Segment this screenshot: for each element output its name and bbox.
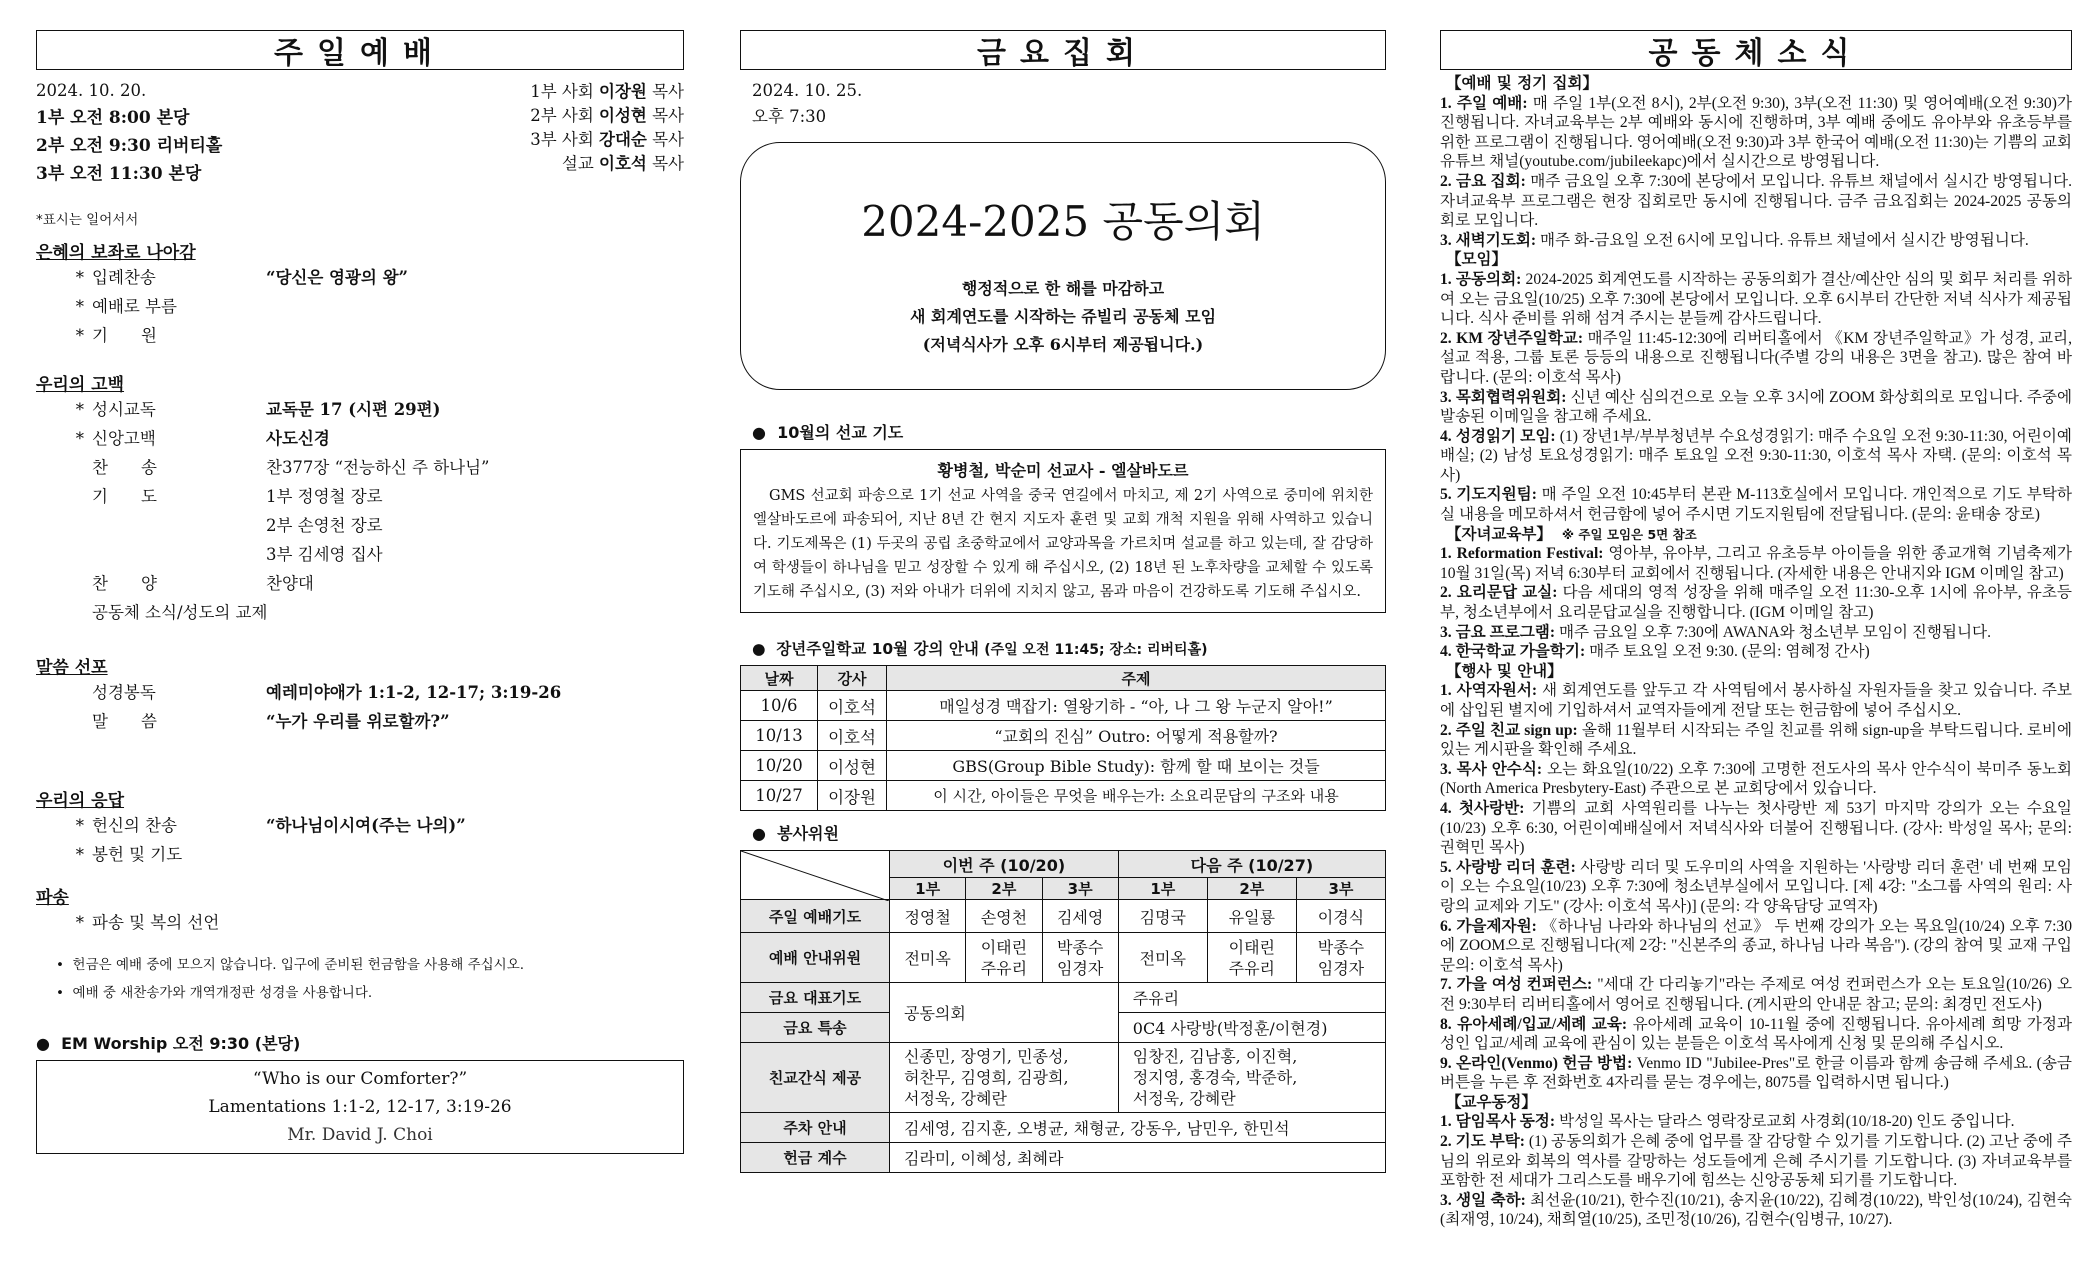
news-section-title-text: 【행사 및 안내】 [1446,661,1563,680]
leader-row [530,152,684,176]
order-value: 예레미야애가 1:1-2, 12-17; 3:19-26 [266,683,562,702]
star-mark: * [75,268,84,287]
order-value: 3부 김세영 집사 [266,545,383,564]
news-item [1440,1112,2072,1132]
order-value: “당신은 영광의 왕” [266,268,409,287]
star-mark [56,511,92,540]
news-section-title-text: 【모임】 [1446,250,1507,269]
news-item [1440,721,2072,760]
row-label: 헌금 계수 [741,1143,890,1173]
note-item: • 헌금은 예배 중에 모으지 않습니다. 입구에 준비된 헌금함을 사용해 주십시오. [56,957,525,973]
friday-time: 오후 7:30 [752,107,827,126]
cell-name: 정영철 [890,900,966,933]
news-item-key: 7. 가을 여성 컨퍼런스: [1440,976,1593,994]
table-row [741,1113,1386,1143]
news-item [1440,427,2072,486]
cell-date: 10/13 [741,721,818,751]
order-value: 2부 손영천 장로 [266,516,383,535]
news-item-key: 2. 기도 부탁: [1440,1133,1525,1151]
star-mark: * [75,297,84,316]
order-name: 헌신의 찬송 [92,816,177,835]
news-item-key: 2. 금요 집회: [1440,172,1526,190]
news-section-title [1440,74,2072,94]
news-item-text: 올해 11월부터 시작되는 주일 친교를 위해 sign-up을 부탁드립니다. 로비에 있는 게시판을 확인해 주세요. [1440,721,2073,759]
part-header: 1부 [890,878,966,900]
cell-lecturer: 이호석 [818,691,887,721]
friday-date: 2024. 10. 25. [752,81,863,100]
news-item-text: 다음 세대의 영적 성장을 위해 매주일 오전 11:30-오후 1시에 유아부, 유초등부, 청소년부에서 요리문답교실을 진행합니다. (IGM 이메일 참고) [1440,584,2072,622]
cell-name: 이태린 주유리 [1207,933,1296,983]
em-worship-title: ● EM Worship 오전 9:30 (본당) [36,1034,301,1053]
news-item-key: 6. 가을제자원: [1440,917,1537,935]
star-mark [56,569,92,598]
cell-name: 이태린 주유리 [966,933,1042,983]
table-row [741,751,1386,781]
cell-name: 김세영, 김지훈, 오병균, 채형균, 강동우, 남민우, 한민석 [890,1113,1386,1143]
leader-title: 목사 [652,154,684,173]
order-name [92,540,266,569]
news-section-title [1440,250,2072,270]
order-list [36,263,684,350]
order-item [36,511,684,540]
em-sermon: “Who is our Comforter?” [252,1069,468,1089]
prayer-box [740,449,1386,613]
order-item [36,569,684,598]
order-value [219,908,684,937]
order-name: 예배로 부름 [92,297,177,316]
cell-name: 주유리 [1118,983,1385,1013]
news-item-text: 새 회계연도를 앞두고 각 사역팀에서 봉사하실 자원자들을 찾고 있습니다. 주보에 삽입된 별지에 기입하셔서 교역자들에게 전달 또는 헌금함에 넣어 주십시오. [1440,682,2072,719]
news-item-text: 박성일 목사는 달라스 영락장로교회 사경회(10/18-20) 인도 중입니다. [1555,1113,2015,1131]
news-item-text: (1) 장년1부/부부청년부 수요성경읽기: 매주 수요일 오전 9:30-11:30, 어린이예배실; (2) 남성 토요성경읽기: 매주 토요일 오전 9:30-11:30, 이호석 목사 자택. (문의: 이호석 목사) [1440,427,2072,484]
news-item [1440,623,2072,643]
school-title: ● 장년주일학교 10월 강의 안내 (주일 오전 11:45; 장소: 리버티홀) [752,640,1208,658]
sunday-date: 2024. 10. 20. [36,81,147,100]
news-item-text: 매주일 11:45-12:30에 리버티홀에서 《KM 장년주일학교》가 성경, 교리, 설교 적용, 그룹 토론 등등의 내용으로 진행됩니다(주별 강의 내용은 3면을 참고). 많은 참여 바랍니다. (문의: 이호석 목사) [1440,329,2072,386]
news-item-key: 4. 첫사랑반: [1440,799,1525,817]
leader-role: 설교 [561,154,594,173]
news-item [1440,485,2072,524]
star-mark: * [75,400,84,419]
order-value: “하나님이시여(주는 나의)” [266,816,466,835]
news-section-note: ※ 주일 모임은 5면 참조 [1561,526,1697,542]
news-item-key: 4. 성경읽기 모임: [1440,427,1556,445]
cell-name: 임창진, 김남홍, 이진혁, 정지영, 홍경숙, 박준하, 서정욱, 강혜란 [1118,1043,1385,1113]
cell-topic: 매일성경 맥잡기: 열왕기하 - “아, 나 그 왕 누군지 알아!” [887,691,1386,721]
news-section-title [1440,1093,2072,1113]
star-mark: * [75,326,84,345]
leader-row [530,80,684,104]
table-header-row [741,851,1386,878]
order-list [36,395,684,627]
table-header-row [741,666,1386,691]
sunday-leaders [530,78,684,188]
friday-column [740,30,1386,1173]
em-preacher: Mr. David J. Choi [287,1125,433,1145]
diagonal-line [741,851,889,901]
part-header: 3부 [1296,878,1385,900]
row-label: 예배 안내위원 [741,933,890,983]
order-value [267,598,684,627]
news-item [1440,917,2072,976]
order-item [36,482,684,511]
order-name: 봉헌 및 기도 [92,845,183,864]
news-item-text: (1) 공동의회가 은혜 중에 업무를 잘 감당할 수 있기를 기도합니다. (2) 고난 중에 주님의 위로와 회복의 역사를 갈망하는 성도들에게 은혜 주시기를 기도합니다. (3) 자녀교육부를 포함한 전 세대가 그리스도를 배우기에 힘쓰는 신앙공동체 되기를 기도합니다. [1440,1133,2072,1190]
cell-name: 박종수 임경자 [1296,933,1385,983]
section-title: 파송 [36,888,69,908]
cell-name: 공동의회 [890,983,1119,1043]
service-3: 3부 오전 11:30 본당 [36,164,202,184]
order-value: 1부 정영철 장로 [266,487,383,506]
order-name: 성시교독 [92,400,156,419]
sunday-column [36,30,684,1154]
news-item-text: 매주 금요일 오후 7:30에 본당에서 모입니다. 유튜브 채널에서 실시간 방영됩니다. 자녀교육부 프로그램은 현장 집회로만 동시에 진행됩니다. 금주 금요집회는 2024-2025 공동의회로 모입니다. [1440,172,2072,230]
cell-name: 김라미, 이혜성, 최혜라 [890,1143,1386,1173]
note-item: • 예배 중 새찬송가와 개역개정판 성경을 사용합니다. [56,985,373,1001]
order-list [36,811,684,869]
stand-note: *표시는 일어서서 [36,212,139,228]
order-name: 말 씀 [92,712,157,731]
news-item [1440,388,2072,427]
news-item-text: 2024-2025 회계연도를 시작하는 공동의회가 결산/예산안 심의 및 회무 처리를 위하여 오는 금요일(10/25) 오후 7:30에 본당에서 모입니다. 오후 6시부터 간단한 저녁 식사가 제공됩니다. 식사 준비를 위해 섬겨 주시는 분들께 감사드립니다. [1440,270,2072,328]
leader-name: 이호석 [599,154,647,173]
cell-name: 전미옥 [890,933,966,983]
leader-role: 2부 사회 [530,106,594,125]
order-name: 찬 송 [92,458,157,477]
news-item-key: 2. KM 장년주일학교: [1440,329,1584,347]
news-item-key: 2. 주일 친교 sign up: [1440,721,1578,739]
news-item-key: 1. Reformation Festival: [1440,545,1604,563]
star-mark [56,707,92,736]
cell-name: 전미옥 [1118,933,1207,983]
col-lecturer: 강사 [818,666,887,691]
news-item-text: 매주 토요일 오전 9:30. (문의: 염혜정 간사) [1585,643,1870,661]
cell-lecturer: 이장원 [818,781,887,811]
leader-role: 1부 사회 [530,82,594,101]
assembly-box [740,142,1386,390]
order-name: 공동체 소식/성도의 교제 [92,603,268,622]
leader-name: 이장원 [599,82,647,101]
news-item-text: Venmo ID "Jubilee-Pres"로 한글 이름과 함께 송금해 주세요. (송금 버튼을 누른 후 전화번호 4자리를 묻는 경우에는, 8075를 입력하시면 됩니다.) [1440,1054,2073,1092]
note-text: 예배 중 새찬송가와 개역개정판 성경을 사용합니다. [72,985,373,1001]
news-item-key: 3. 목회협력위원회: [1440,388,1567,406]
cell-name: 김명국 [1118,900,1207,933]
order-name [92,511,266,540]
news-item [1440,1054,2072,1093]
star-mark: * [75,816,84,835]
assembly-line: 새 회계연도를 시작하는 쥬빌리 공동체 모임 [909,307,1217,326]
order-value: 찬377장 “전능하신 주 하나님” [266,458,490,477]
section-title: 말씀 선포 [36,658,108,678]
news-item [1440,94,2072,172]
news-item-key: 4. 한국학교 가을학기: [1440,643,1586,661]
assembly-line: (저녁식사가 오후 6시부터 제공됩니다.) [922,335,1204,354]
sunday-header: 주일예배 [36,30,684,70]
cell-name: 이경식 [1296,900,1385,933]
news-item [1440,760,2072,799]
news-column [1440,30,2072,1230]
news-item-key: 1. 공동의회: [1440,270,1522,288]
leader-name: 이성현 [599,106,647,125]
note-text: 헌금은 예배 중에 모으지 않습니다. 입구에 준비된 헌금함을 사용해 주십시오. [72,957,525,973]
star-mark [56,540,92,569]
cell-name: 김세영 [1042,900,1118,933]
news-item [1440,642,2072,662]
star-mark: * [75,429,84,448]
cell-topic: GBS(Group Bible Study): 함께 할 때 보이는 것들 [887,751,1386,781]
col-date: 날짜 [741,666,818,691]
table-row [741,691,1386,721]
table-row [741,781,1386,811]
section-title: 우리의 고백 [36,375,125,395]
row-label: 금요 특송 [741,1013,890,1043]
cell-date: 10/6 [741,691,818,721]
volunteer-title: ● 봉사위원 [752,824,839,843]
news-item [1440,975,2072,1014]
news-item-text: 최선윤(10/21), 한수진(10/21), 송지윤(10/22), 김혜경(10/22), 박인성(10/24), 김현숙(최재영, 10/24), 채희열(10/25), 조민정(10/26), 김현수(임병규, 10/27). [1440,1191,2072,1229]
cell-name: 신종민, 장영기, 민종성, 허찬무, 김영희, 김광희, 서정욱, 강혜란 [890,1043,1119,1113]
news-item-key: 2. 요리문답 교실: [1440,584,1558,602]
news-item-text: 기쁨의 교회 사역원리를 나누는 첫사랑반 제 53기 마지막 강의가 오는 수요일(10/23) 오후 6:30, 어린이예배실에서 저녁식사와 더불어 진행됩니다. (강사: 박성일 목사; 문의: 권혁민 목사) [1440,799,2072,857]
cell-date: 10/27 [741,781,818,811]
row-label: 친교간식 제공 [741,1043,890,1113]
news-item-key: 3. 생일 축하: [1440,1191,1526,1209]
assembly-subtitle [741,275,1385,359]
table-row [741,721,1386,751]
news-item-key: 5. 사랑방 리더 훈련: [1440,858,1576,876]
sunday-services [36,78,222,188]
leader-role: 3부 사회 [530,130,594,149]
school-sub-text: (주일 오전 11:45; 장소: 리버티홀) [984,642,1208,658]
order-item [36,840,684,869]
star-mark [56,482,92,511]
news-item-key: 1. 주일 예배: [1440,94,1528,112]
star-mark [56,598,92,627]
assembly-title: 2024-2025 공동의회 [861,197,1265,246]
order-name: 기 도 [92,487,157,506]
part-header: 1부 [1118,878,1207,900]
order-name: 찬 양 [92,574,157,593]
news-item [1440,583,2072,622]
news-item-text: 신년 예산 심의건으로 오늘 오후 3시에 ZOOM 화상회의로 모입니다. 주중에 발송된 이메일을 참고해 주세요. [1440,388,2073,426]
order-name: 입례찬송 [92,268,156,287]
leader-title: 목사 [652,106,684,125]
corner-cell [741,851,890,900]
order-item [36,395,684,424]
order-item [36,707,684,736]
order-value [177,292,684,321]
missionary-name: 황병철, 박순미 선교사 - 엘살바도르 [937,461,1189,480]
friday-header: 금요집회 [740,30,1386,70]
news-item-key: 3. 목사 안수식: [1440,760,1543,778]
news-item [1440,799,2072,858]
section-title: 은혜의 보좌로 나아감 [36,243,196,263]
volunteer-table [740,850,1386,1173]
news-item-key: 3. 새벽기도회: [1440,231,1537,249]
order-item [36,263,684,292]
prayer-title: ● 10월의 선교 기도 [752,423,904,442]
news-item [1440,544,2072,583]
news-section-title-text: 【예배 및 정기 집회】 [1446,74,1599,92]
row-label: 금요 대표기도 [741,983,890,1013]
news-header: 공동체소식 [1440,30,2072,70]
order-item [36,321,684,350]
order-item [36,424,684,453]
news-item [1440,1191,2072,1230]
col-topic: 주제 [887,666,1386,691]
news-item-text: 《하나님 나라와 하나님의 선교》 두 번째 강의가 오는 목요일(10/24) 오후 7:30에 ZOOM으로 진행됩니다(제 2강: "신본주의 종교, 하나님 나라 복음"). (강의 참여 및 교재 구입 문의: 이호석 목사) [1440,917,2073,974]
news-section-title-text: 【교우동정】 [1446,1092,1537,1111]
cell-name: 유일룡 [1207,900,1296,933]
order-value: “누가 우리를 위로할까?” [266,712,450,731]
cell-date: 10/20 [741,751,818,781]
order-item [36,540,684,569]
this-week-header: 이번 주 (10/20) [890,851,1119,878]
news-item-key: 9. 온라인(Venmo) 헌금 방법: [1440,1054,1633,1072]
school-title-text: 장년주일학교 10월 강의 안내 [776,640,979,658]
news-section-title [1440,662,2072,682]
order-name: 기 원 [92,326,157,345]
service-2: 2부 오전 9:30 리버티홀 [36,136,223,156]
news-item [1440,1015,2072,1054]
news-section-title-text: 【자녀교육부】 [1446,524,1552,543]
news-item [1440,231,2072,251]
cell-lecturer: 이성현 [818,751,887,781]
em-worship-box [36,1060,684,1154]
part-header: 2부 [966,878,1042,900]
news-item [1440,681,2072,720]
order-value: 교독문 17 (시편 29편) [266,400,441,419]
cell-name: 박종수 임경자 [1042,933,1118,983]
news-item-text: 매주 금요일 오후 7:30에 AWANA와 청소년부 모임이 진행됩니다. [1555,623,1992,641]
order-name: 성경봉독 [92,683,156,702]
news-item-key: 3. 금요 프로그램: [1440,623,1556,641]
order-item [36,811,684,840]
order-value [157,321,684,350]
news-item [1440,172,2072,231]
table-row [741,900,1386,933]
prayer-text: GMS 선교회 파송으로 1기 선교 사역을 중국 연길에서 마치고, 제 2기 사역으로 중미에 위치한 엘살바도르에 파송되어, 지난 8년 간 현지 지도자 훈련 및 교회 개척 지원을 위해 사역하고 있습니다. 기도제목은 (1) 두곳의 공립 초중학교에서 교양과목을 가르치며 설교를 하고 있는데, 잘 감당하여 학생들이 하나님을 믿고 성장할 수 있게 해 주십시오, (2) 18년 된 노후차량을 교체할 수 있도록 기도해 주십시오, (3) 저와 아내가 더위에 지치지 않고, 몸과 마음이 건강하도록 기도해 주십시오. [753,488,1373,600]
order-name: 파송 및 복의 선언 [92,913,220,932]
news-item-text: 영아부, 유아부, 그리고 유초등부 아이들을 위한 종교개혁 기념축제가 10월 31일(목) 저녁 6:30부터 교회에서 진행됩니다. (자세한 내용은 안내지와 IGM 이메일 참고) [1440,545,2072,582]
news-item-text: 매 주일 1부(오전 8시), 2부(오전 9:30), 3부(오전 11:30) 및 영어예배(오전 9:30)가 진행됩니다. 자녀교육부는 2부 예배와 동시에 진행하며, 3부 예배 중에도 유아부와 유초등부를 위한 프로그램이 진행됩니다. 영어예배(오전 9:30)과 3부 한국어 예배(오전 11:30)는 기쁨의 교회 유튜브 채널(youtube.com/jubileekapc)에서 실시간으로 방영됩니다. [1440,94,2072,171]
order-value [182,840,684,869]
friday-datetime [740,78,1386,130]
cell-name: 0C4 사랑방(박정훈/이현경) [1118,1013,1385,1043]
cell-topic: “교회의 진심” Outro: 어떻게 적용할까? [887,721,1386,751]
school-table [740,665,1386,811]
order-value: 사도신경 [266,429,330,448]
leader-row [530,128,684,152]
part-header: 3부 [1042,878,1118,900]
order-value: 찬양대 [266,574,314,593]
leader-title: 목사 [652,82,684,101]
service-1: 1부 오전 8:00 본당 [36,108,190,128]
table-row [741,1043,1386,1113]
order-name: 신앙고백 [92,429,156,448]
leader-title: 목사 [652,130,684,149]
news-item-text: 매 주일 오전 10:45부터 본관 M-113호실에서 모입니다. 개인적으로 기도 부탁하실 내용을 메모하셔서 헌금함에 넣어 주시면 기도지원팀에 전달됩니다. (문의: 윤태송 장로) [1440,486,2072,524]
next-week-header: 다음 주 (10/27) [1118,851,1385,878]
news-item [1440,329,2072,388]
news-item-key: 5. 기도지원팀: [1440,486,1537,504]
order-item [36,598,684,627]
news-item [1440,1132,2072,1191]
news-item-text: 유아세례 교육이 10-11월 중에 진행됩니다. 유아세례 희망 가정과 성인 입교/세례 교육에 관심이 있는 분들은 이호석 목사에게 신청 및 문의해 주십시오. [1440,1015,2072,1053]
sunday-info [36,78,684,188]
news-body [1440,74,2072,1230]
row-label: 주차 안내 [741,1113,890,1143]
row-label: 주일 예배기도 [741,900,890,933]
order-item [36,908,684,937]
prayer-title-text: 10월의 선교 기도 [777,423,904,442]
news-item-key: 1. 사역자원서: [1440,682,1538,700]
cell-lecturer: 이호석 [818,721,887,751]
news-item [1440,270,2072,329]
leader-row [530,104,684,128]
star-mark [56,453,92,482]
news-item [1440,858,2072,917]
news-item-text: 사랑방 리더 및 도우미의 사역을 지원하는 '사랑방 리더 훈련' 네 번째 모임이 오는 수요일(10/23) 오후 7:30에 청소년부실에서 모입니다. [제 4강: "소그룹 사역의 원리: 사랑의 교제와 기도" (강사: 이호석 목사)] (문의: 각 양육담당 교역자) [1440,858,2073,915]
news-item-key: 1. 담임목사 동정: [1440,1113,1556,1131]
em-title-text: EM Worship 오전 9:30 (본당) [61,1034,301,1053]
order-list [36,678,684,736]
star-mark: * [75,845,84,864]
news-item-text: 매주 화-금요일 오전 6시에 모입니다. 유튜브 채널에서 실시간 방영됩니다. [1536,231,2029,249]
section-title: 우리의 응답 [36,791,125,811]
volunteer-title-text: 봉사위원 [777,824,839,843]
news-section-title [1440,525,2072,545]
order-item [36,453,684,482]
star-mark [56,678,92,707]
notes [36,951,684,1007]
cell-topic: 이 시간, 아이들은 무엇을 배우는가: 소요리문답의 구조와 내용 [887,781,1386,811]
order-list [36,908,684,937]
table-row [741,983,1386,1013]
order-item [36,678,684,707]
part-header: 2부 [1207,878,1296,900]
leader-name: 강대순 [599,130,647,149]
news-item-text: "세대 간 다리놓기"라는 주제로 여성 컨퍼런스가 오는 토요일(10/26) 오전 9:30부터 리버티홀에서 영어로 진행됩니다. (게시판의 안내문 참고; 문의: 최경민 전도사) [1440,976,2073,1013]
cell-name: 손영천 [966,900,1042,933]
star-mark: * [75,913,84,932]
table-row [741,1143,1386,1173]
news-item-text: 오는 화요일(10/22) 오후 7:30에 고명한 전도사의 목사 안수식이 북미주 동노회(North America Presbytery-East) 주관으로 본 교회당에서 있습니다. [1440,760,2072,798]
news-item-key: 8. 유아세례/입교/세례 교육: [1440,1015,1628,1033]
table-row [741,933,1386,983]
em-passage: Lamentations 1:1-2, 12-17, 3:19-26 [208,1097,512,1117]
assembly-line: 행정적으로 한 해를 마감하고 [961,279,1165,298]
order-item [36,292,684,321]
